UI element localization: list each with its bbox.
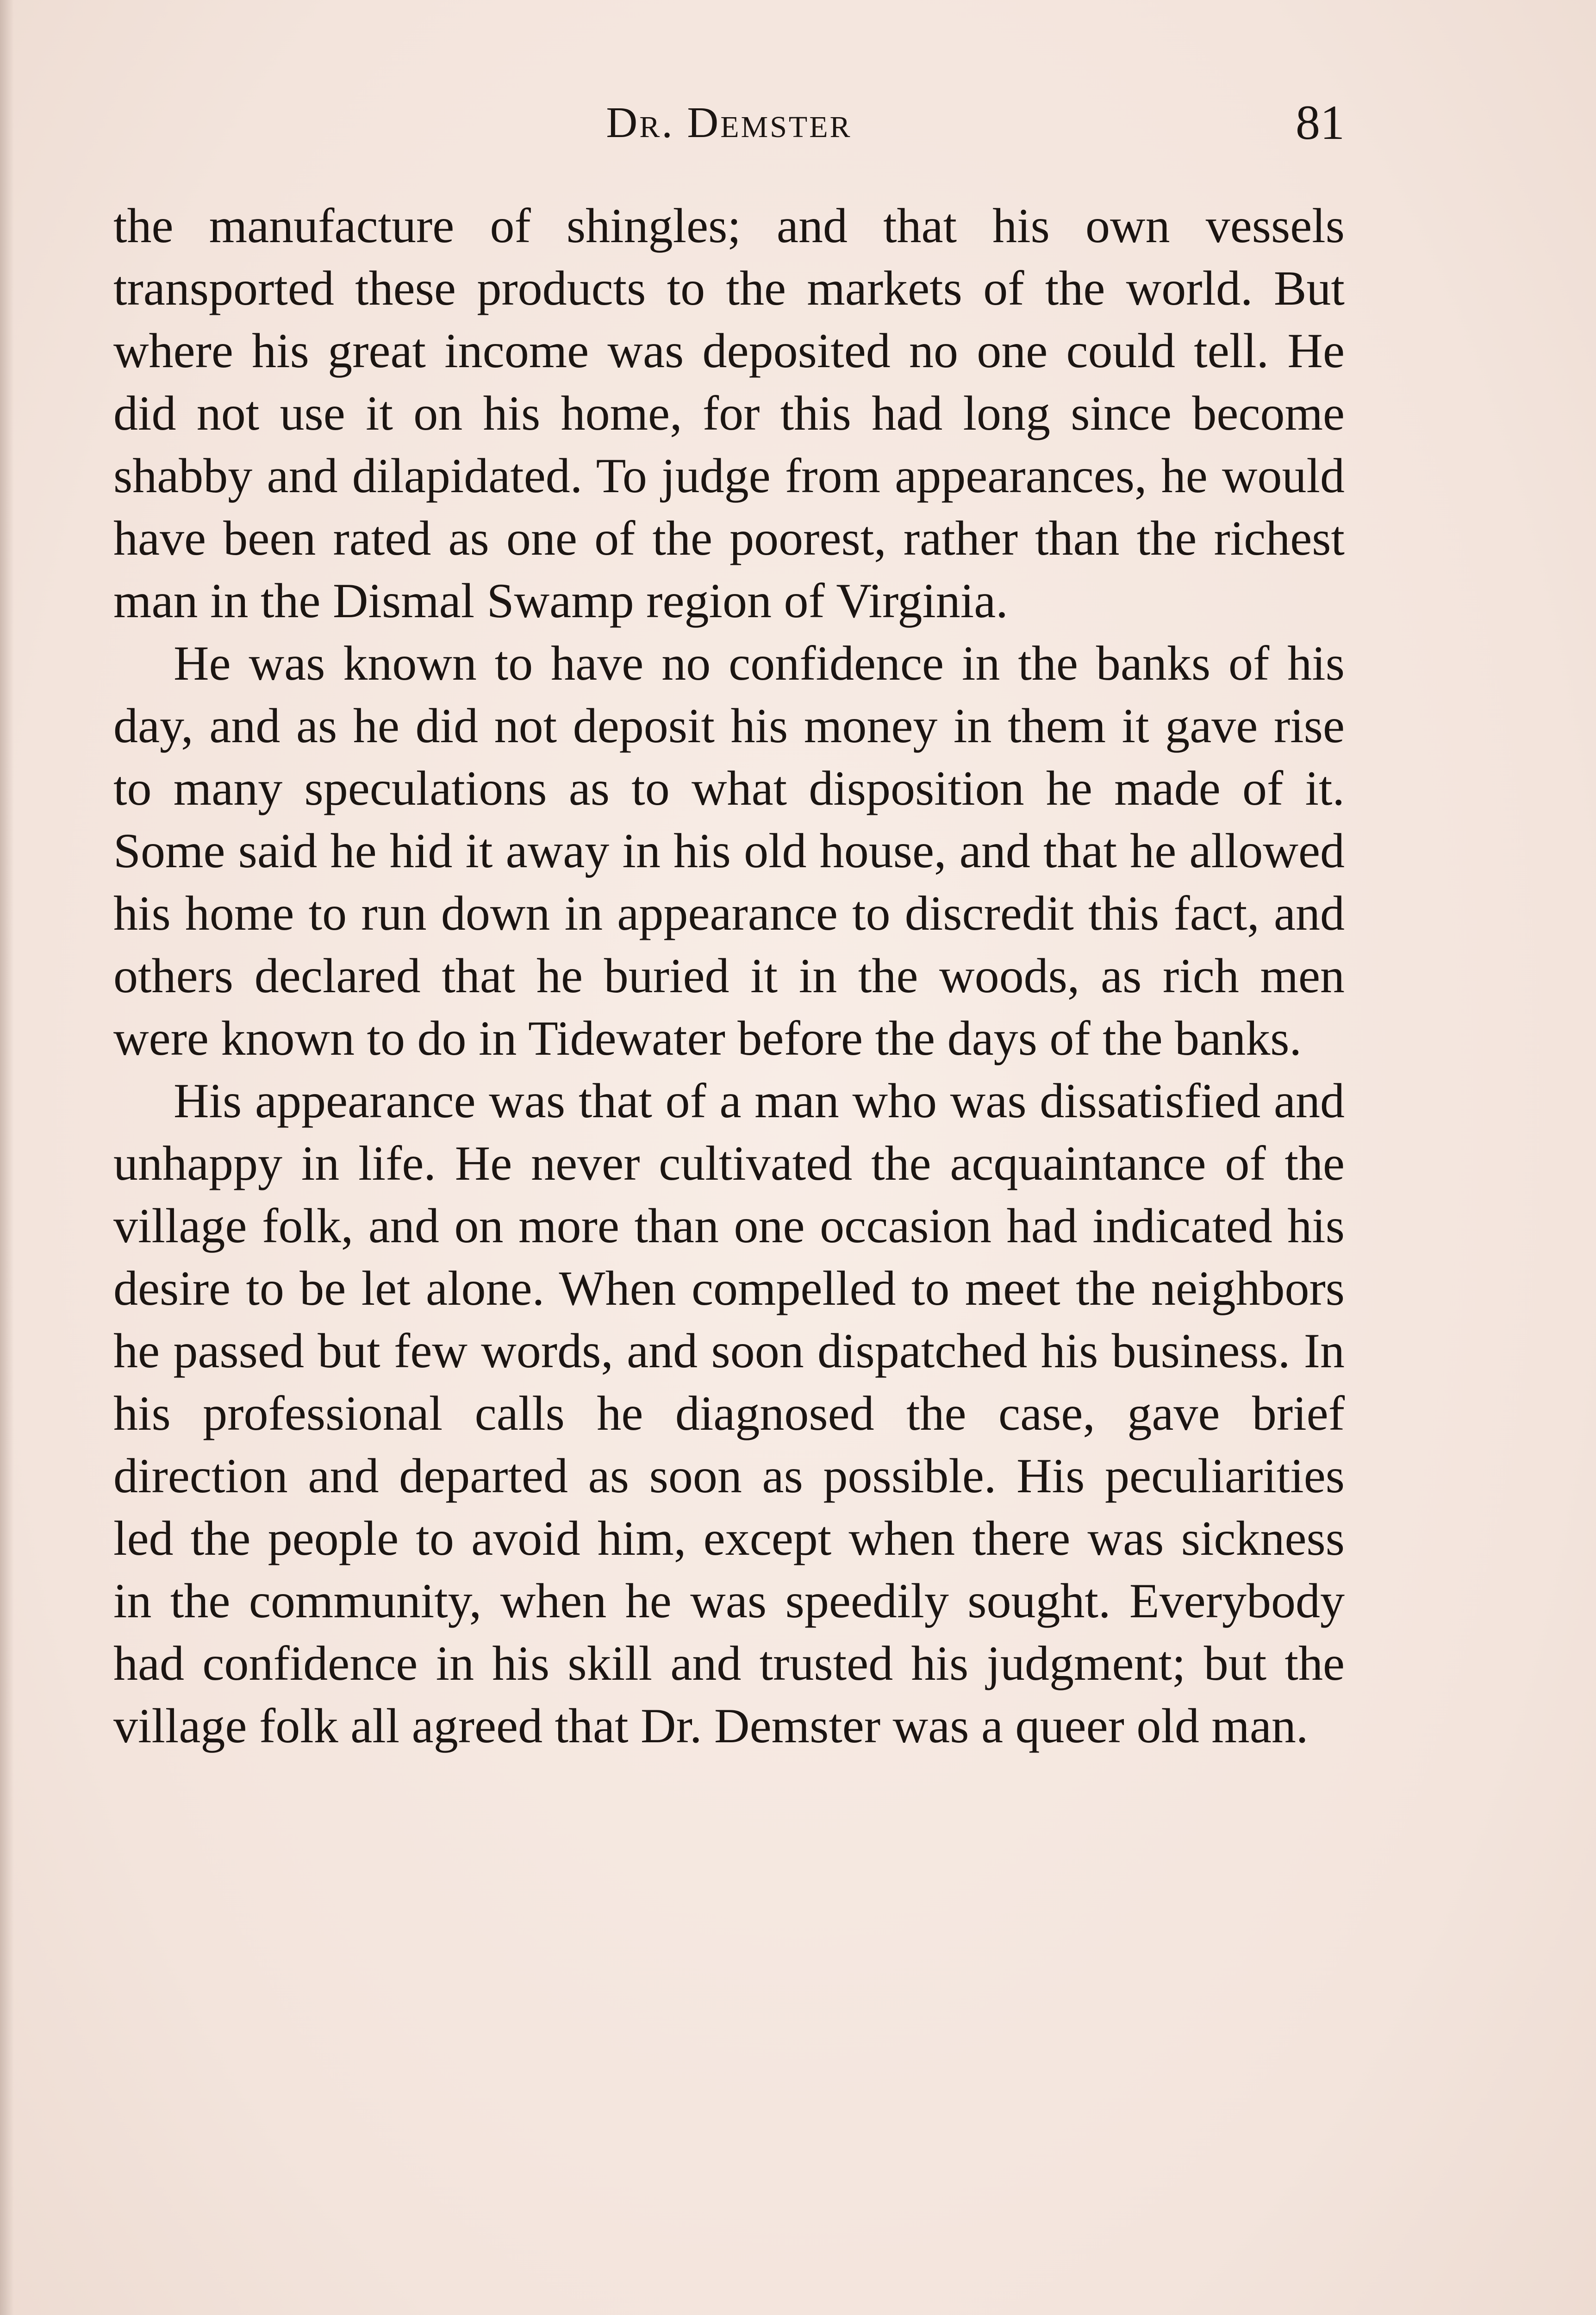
running-head (113, 95, 1345, 150)
page-edge-shadow (0, 0, 14, 2315)
page-number: 81 (1296, 95, 1345, 150)
running-title: Dr. Demster (606, 99, 852, 147)
paragraph-continued: the manufacture of shingles; and that his own vessels transported these products to the markets of the world. But where his great income was deposited no one could tell. He did not use it on his home, for this had long since become shabby and dilapidated. To judge from appearances, he would have been rated as one of the poorest, rather than the richest man in the Dismal Swamp region of Virginia. (113, 199, 1345, 628)
paragraph: He was known to have no confidence in the banks of his day, and as he did not deposit his money in them it gave rise to many speculations as to what disposition he made of it. Some said he hid it away in his old house, and that he allowed his home to run down in appearance to discredit this fact, and others declared that he buried it in the woods, as rich men were known to do in Tidewater before the days of the banks. (113, 636, 1345, 1065)
paragraph: His appearance was that of a man who was dissatisfied and unhappy in life. He never cultivated the acquaintance of the village folk, and on more than one occasion had indicated his desire to be let alone. When compelled to meet the neighbors he passed but few words, and soon dispatched his business. In his professional calls he diagnosed the case, gave brief direction and departed as soon as possible. His peculiarities led the people to avoid him, except when there was sickness in the community, when he was speedily sought. Everybody had confidence in his skill and trusted his judgment; but the village folk all agreed that Dr. Demster was a queer old man. (113, 1074, 1345, 1753)
body-text (113, 194, 1345, 1757)
